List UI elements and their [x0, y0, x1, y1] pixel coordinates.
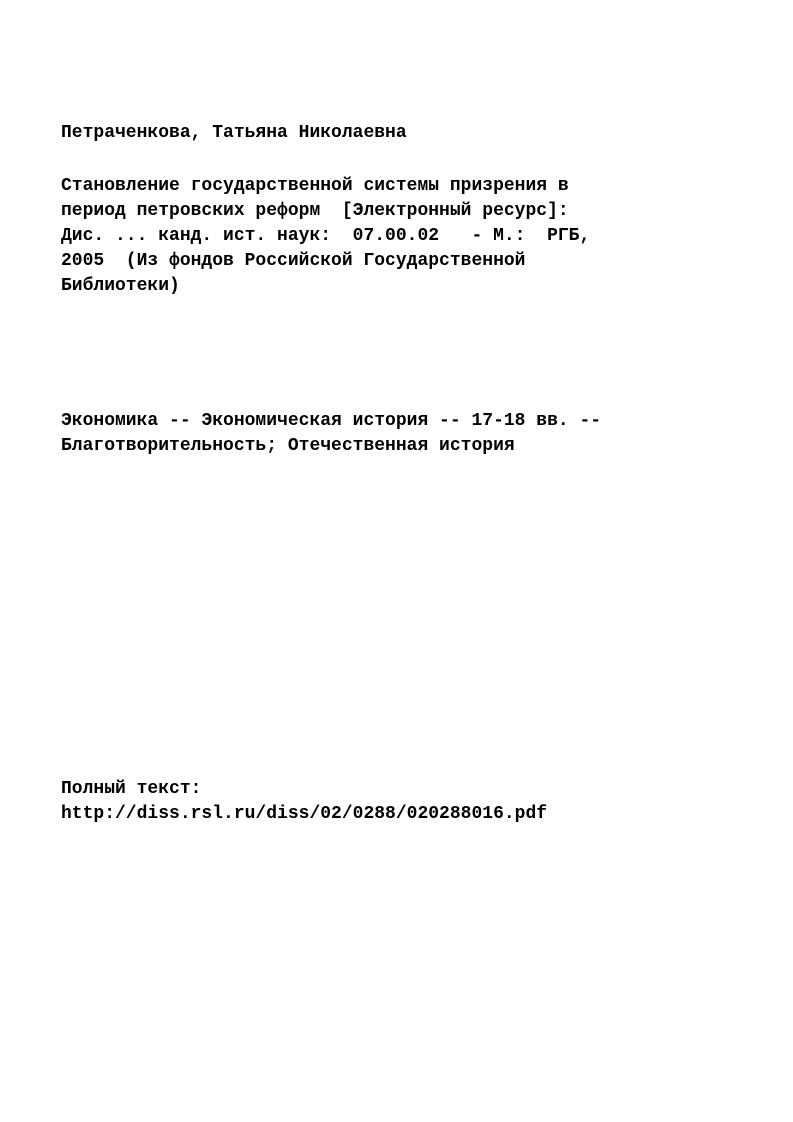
fulltext-link[interactable]: http://diss.rsl.ru/diss/02/0288/020288016.pdf — [61, 804, 548, 824]
title-line: Становление государственной системы призрения в — [61, 176, 569, 196]
title-line: период петровских реформ [Электронный ресурс]: — [61, 201, 569, 221]
title-line: Дис. ... канд. ист. наук: 07.00.02 - М.: РГБ, — [61, 226, 591, 246]
author-name: Петраченкова, Татьяна Николаевна — [61, 123, 407, 143]
subject-line: Благотворительность; Отечественная история — [61, 436, 515, 456]
fulltext-label: Полный текст: — [61, 779, 202, 799]
title-line: Библиотеки) — [61, 276, 180, 296]
subject-line: Экономика -- Экономическая история -- 17-18 вв. -- — [61, 411, 602, 431]
title-line: 2005 (Из фондов Российской Государственной — [61, 251, 526, 271]
